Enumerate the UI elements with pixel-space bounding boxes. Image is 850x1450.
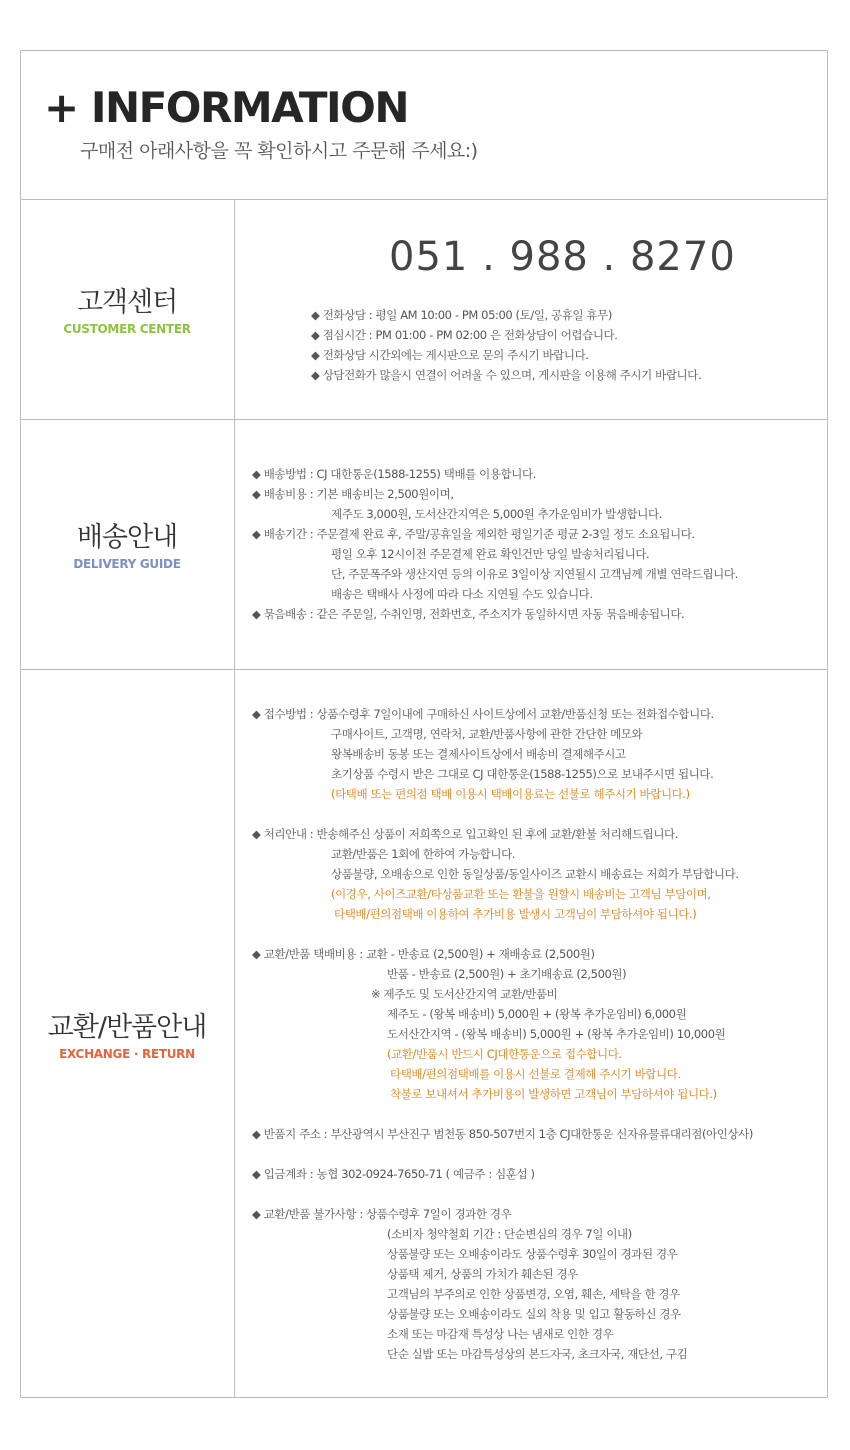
exchange-line: 교환/반품은 1회에 한하여 가능합니다. bbox=[331, 847, 516, 861]
phone-number: 051 . 988 . 8270 bbox=[389, 234, 736, 280]
customer-center-line: ◆ 점심시간 : PM 01:00 - PM 02:00 은 전화상담이 어렵습니다. bbox=[311, 328, 618, 342]
exchange-note: 타택배/편의점택배를 이용시 선불로 결제해 주시기 바랍니다. bbox=[390, 1067, 681, 1081]
exchange-line: ◆ 교환/반품 불가사항 : 상품수령후 7일이 경과한 경우 bbox=[252, 1207, 512, 1221]
delivery-line: ◆ 배송방법 : CJ 대한통운(1588-1255) 택배를 이용합니다. bbox=[252, 467, 536, 481]
delivery-line: ◆ 배송비용 : 기본 배송비는 2,500원이며, bbox=[252, 487, 454, 501]
exchange-line: ◆ 처리안내 : 반송해주신 상품이 저희쪽으로 입고확인 된 후에 교환/환불 처리해드립니다. bbox=[252, 827, 679, 841]
exchange-line: ◆ 접수방법 : 상품수령후 7일이내에 구매하신 사이트상에서 교환/반품신청 또는 전화접수합니다. bbox=[252, 707, 714, 721]
bank-account: ◆ 입금계좌 : 농협 302-0924-7650-71 ( 예금주 : 심훈섭 ) bbox=[252, 1167, 535, 1181]
exchange-line: ◆ 교환/반품 택배비용 : 교환 - 반송료 (2,500원) + 재배송료 (2,500원) bbox=[252, 947, 595, 961]
exchange-note: (교환/반품시 반드시 CJ대한통운으로 접수합니다. bbox=[387, 1047, 622, 1061]
exchange-title-en: EXCHANGE · RETURN bbox=[59, 1047, 195, 1061]
divider bbox=[20, 419, 828, 420]
divider bbox=[20, 199, 828, 200]
exchange-line: (소비자 청약철회 기간 : 단순변심의 경우 7일 이내) bbox=[387, 1227, 632, 1241]
delivery-line: 배송은 택배사 사정에 따라 다소 지연될 수도 있습니다. bbox=[331, 587, 593, 601]
customer-center-line: ◆ 전화상담 시간외에는 게시판으로 문의 주시기 바랍니다. bbox=[311, 348, 589, 362]
customer-center-line: ◆ 상담전화가 많을시 연결이 어려울 수 있으며, 게시판을 이용해 주시기 바랍니다. bbox=[311, 368, 702, 382]
exchange-note: 타택배/편의점택배 이용하여 추가비용 발생시 고객님이 부담하셔야 됩니다.) bbox=[334, 907, 697, 921]
return-address: ◆ 반품지 주소 : 부산광역시 부산진구 범천동 850-507번지 1층 CJ대한통운 신자유물류대리점(아인상사) bbox=[252, 1127, 753, 1141]
exchange-line: 초기상품 수령시 받은 그대로 CJ 대한통운(1588-1255)으로 보내주시면 됩니다. bbox=[331, 767, 714, 781]
customer-center-line: ◆ 전화상담 : 평일 AM 10:00 - PM 05:00 (토/일, 공휴일 휴무) bbox=[311, 308, 612, 322]
exchange-line: 소재 또는 마감재 특성상 나는 냄새로 인한 경우 bbox=[387, 1327, 614, 1341]
delivery-line: 평일 오후 12시이전 주문결제 완료 확인건만 당일 발송처리됩니다. bbox=[331, 547, 650, 561]
exchange-line: 상품불량 또는 오배송이라도 상품수령후 30일이 경과된 경우 bbox=[387, 1247, 678, 1261]
customer-center-title-en: CUSTOMER CENTER bbox=[63, 322, 191, 336]
exchange-line: 반품 - 반송료 (2,500원) + 초기배송료 (2,500원) bbox=[387, 967, 627, 981]
page-subtitle: 구매전 아래사항을 꼭 확인하시고 주문해 주세요:) bbox=[80, 140, 478, 162]
delivery-title-en: DELIVERY GUIDE bbox=[73, 557, 181, 571]
delivery-title: 배송안내 bbox=[76, 522, 178, 553]
column-divider bbox=[234, 199, 235, 1398]
exchange-line: 상품불량 또는 오배송이라도 실외 착용 및 입고 활동하신 경우 bbox=[387, 1307, 681, 1321]
exchange-line: 구매사이트, 고객명, 연락처, 교환/반품사항에 관한 간단한 메모와 bbox=[331, 727, 643, 741]
exchange-line: 상품불량, 오배송으로 인한 동일상품/동일사이즈 교환시 배송료는 저희가 부담합니다. bbox=[331, 867, 739, 881]
customer-center-title: 고객센터 bbox=[76, 287, 178, 318]
exchange-line: 제주도 - (왕복 배송비) 5,000원 + (왕복 추가운임비) 6,000원 bbox=[387, 1007, 687, 1021]
exchange-line: 왕복배송비 동봉 또는 결제사이트상에서 배송비 결제해주시고 bbox=[331, 747, 626, 761]
exchange-title: 교환/반품안내 bbox=[47, 1012, 207, 1043]
page-title: + INFORMATION bbox=[44, 83, 408, 132]
delivery-line: ◆ 묶음배송 : 같은 주문일, 수취인명, 전화번호, 주소지가 동일하시면 자동 묶음배송됩니다. bbox=[252, 607, 685, 621]
exchange-line: 상품택 제거, 상품의 가치가 훼손된 경우 bbox=[387, 1267, 578, 1281]
exchange-line: 도서산간지역 - (왕복 배송비) 5,000원 + (왕복 추가운임비) 10,000원 bbox=[387, 1027, 726, 1041]
divider bbox=[20, 669, 828, 670]
delivery-line: 제주도 3,000원, 도서산간지역은 5,000원 추가운임비가 발생합니다. bbox=[331, 507, 662, 521]
exchange-note: 착불로 보내셔서 추가비용이 발생하면 고객님이 부담하셔야 됩니다.) bbox=[390, 1087, 717, 1101]
exchange-line: ※ 제주도 및 도서산간지역 교환/반품비 bbox=[371, 987, 558, 1001]
exchange-note: (이경우, 사이즈교환/타상품교환 또는 환불을 원할시 배송비는 고객님 부담이며, bbox=[331, 887, 711, 901]
delivery-line: 단, 주문폭주와 생산지연 등의 이유로 3일이상 지연될시 고객님께 개별 연락드립니다. bbox=[331, 567, 738, 581]
exchange-note: (타택배 또는 편의점 택배 이용시 택배이용료는 선불로 해주시기 바랍니다.) bbox=[331, 787, 690, 801]
exchange-line: 고객님의 부주의로 인한 상품변경, 오염, 훼손, 세탁을 한 경우 bbox=[387, 1287, 680, 1301]
delivery-line: ◆ 배송기간 : 주문결제 완료 후, 주말/공휴일을 제외한 평일기준 평균 2-3일 정도 소요됩니다. bbox=[252, 527, 695, 541]
exchange-line: 단순 실밥 또는 마감특성상의 본드자국, 초크자국, 재단선, 구김 bbox=[387, 1347, 688, 1361]
